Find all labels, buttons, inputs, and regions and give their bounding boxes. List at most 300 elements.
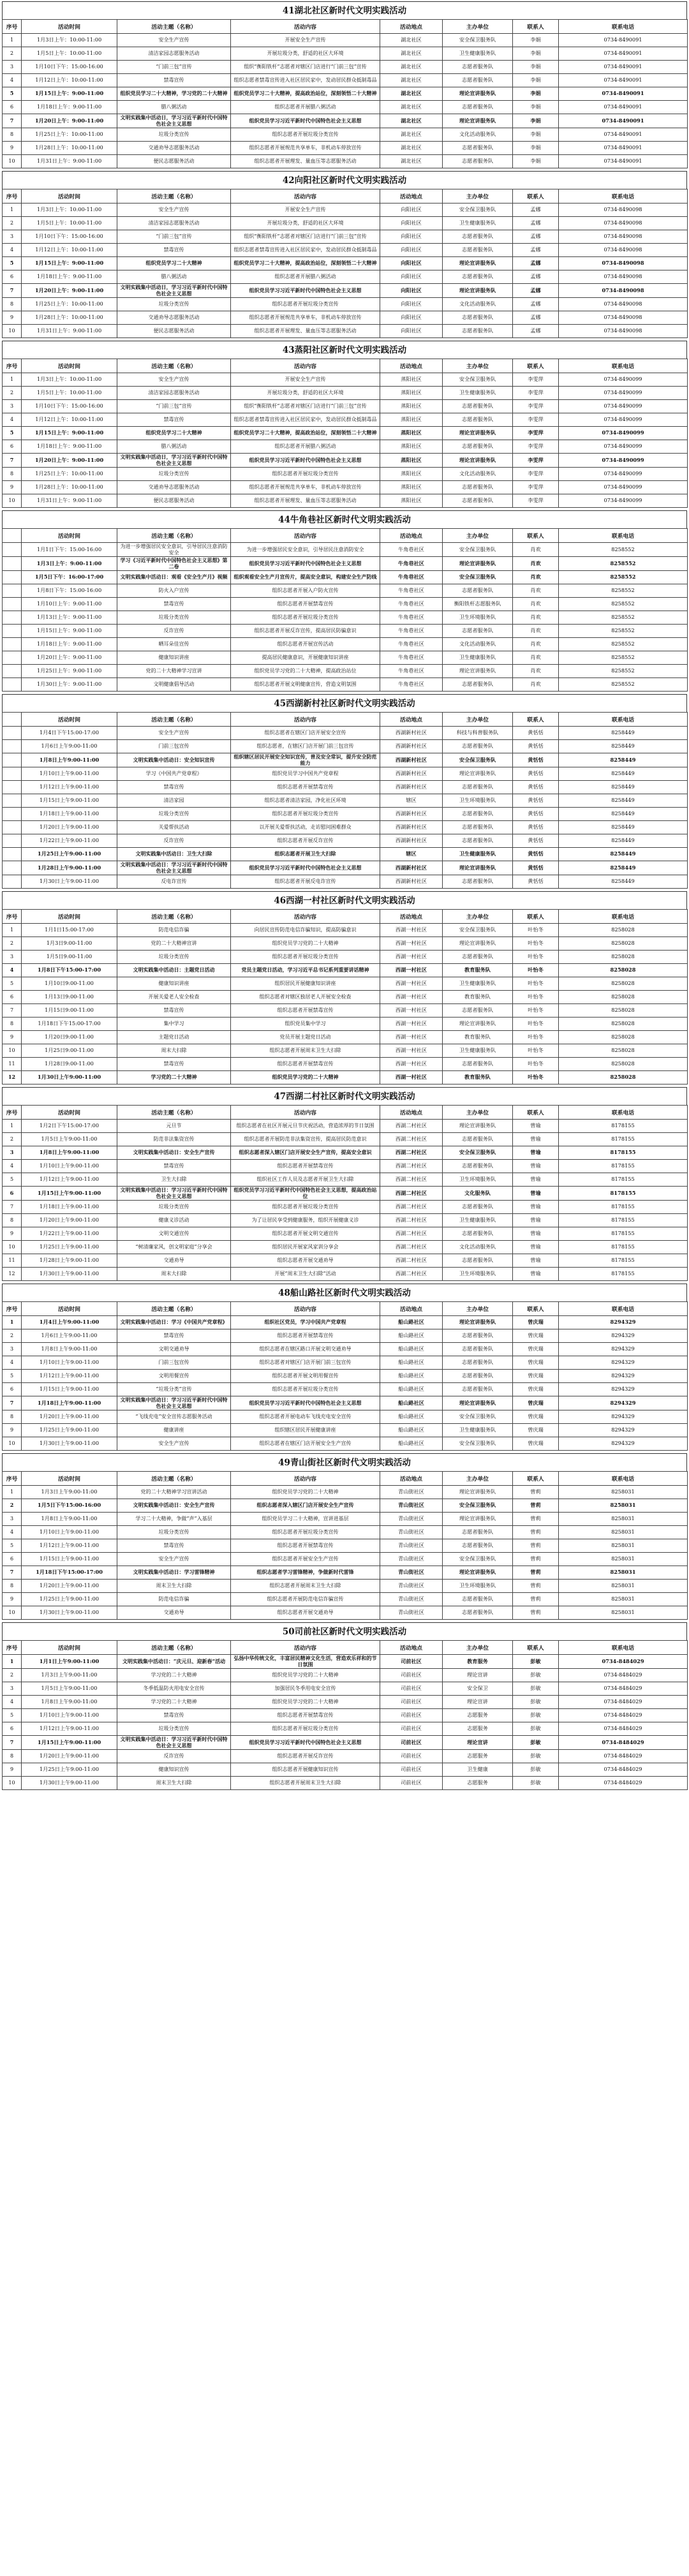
cell-time: 1月25日上午：10:00-11:00 [22, 468, 117, 481]
cell-org: 卫生健康服务队 [443, 651, 513, 665]
cell-org: 志愿者服务队 [443, 1370, 513, 1383]
column-header-place: 活动地点 [380, 359, 443, 373]
cell-phone: 8258028 [559, 1058, 688, 1071]
column-header-name: 活动主题（名称） [117, 1106, 231, 1120]
cell-content: 组织志愿者开展文明健康宣传，营造文明氛围 [231, 678, 380, 692]
cell-phone: 8258449 [559, 727, 688, 740]
table-row [3, 1669, 688, 1682]
table-row [3, 1071, 688, 1084]
cell-place: 湖北社区 [380, 101, 443, 114]
cell-seq: 8 [3, 1580, 22, 1593]
cell-content: 组织志愿者开展理发、量血压等志愿服务活动 [231, 494, 380, 508]
cell-place: 西湖一村社区 [380, 991, 443, 1004]
cell-name: 周末卫生大扫除 [117, 1777, 231, 1790]
activity-table [2, 1301, 688, 1451]
cell-person: 黄恬恬 [513, 834, 559, 848]
cell-person: 曾莉 [513, 1526, 559, 1539]
cell-content: 组织党员学习习近平新时代中国特色社会主义思想 [231, 1736, 380, 1750]
cell-name: 安全生产宣传 [117, 34, 231, 47]
cell-phone: 0734-8484029 [559, 1669, 688, 1682]
cell-org: 安全保卫服务队 [443, 373, 513, 387]
cell-org: 安全保卫 [443, 1682, 513, 1696]
cell-place: 西湖一村社区 [380, 1058, 443, 1071]
cell-phone: 0734-8490098 [559, 244, 688, 257]
column-header-org: 主办单位 [443, 359, 513, 373]
cell-phone: 0734-8490098 [559, 270, 688, 284]
cell-time: 1月13日上午：9:00-11:00 [22, 611, 117, 625]
cell-name: 安全生产宣传 [117, 727, 231, 740]
cell-name: 文明实践集中活动日：学习习近平新时代中国特色社会主义思想 [117, 1396, 231, 1410]
cell-content: 组织志愿者深入辖区门店开展安全生产宣传，提高安全意识 [231, 1146, 380, 1160]
cell-place: 向阳社区 [380, 257, 443, 270]
cell-place: 西湖二村社区 [380, 1254, 443, 1268]
cell-phone: 8258031 [559, 1499, 688, 1513]
cell-org: 科技与科普服务队 [443, 727, 513, 740]
cell-time: 1月5日上午：10:00-11:00 [22, 387, 117, 400]
cell-place: 西湖一村社区 [380, 951, 443, 964]
column-header-person: 联系人 [513, 910, 559, 924]
cell-phone: 8258552 [559, 665, 688, 678]
cell-org: 理论宣讲服务队 [443, 665, 513, 678]
cell-org: 志愿者服务队 [443, 584, 513, 598]
table-row [3, 1173, 688, 1187]
table-header-row [3, 359, 688, 373]
column-header-name: 活动主题（名称） [117, 1472, 231, 1486]
cell-content: 组织党员学习党的二十大精神 [231, 937, 380, 951]
cell-name: 交通劝导志愿服务活动 [117, 142, 231, 155]
cell-name: 门前三包宣传 [117, 1356, 231, 1370]
cell-time: 1月18日上午：9:00-11:00 [22, 101, 117, 114]
cell-phone: 8294329 [559, 1383, 688, 1396]
cell-org: 志愿者服务队 [443, 413, 513, 427]
cell-seq: 12 [3, 1071, 22, 1084]
cell-seq: 7 [3, 1004, 22, 1018]
column-header-content: 活动内容 [231, 713, 380, 727]
cell-org: 安全保卫服务队 [443, 204, 513, 217]
cell-time: 1月10日上午9:00-11:00 [22, 1709, 117, 1722]
activity-section [2, 341, 687, 508]
cell-content: 组织志愿者开展腊八粥活动 [231, 440, 380, 454]
cell-org: 志愿者服务队 [443, 1526, 513, 1539]
cell-name: “树清廉家风，创文明家庭”分享会 [117, 1241, 231, 1254]
table-row [3, 1722, 688, 1736]
cell-seq [3, 821, 22, 834]
cell-person: 李娟 [513, 128, 559, 142]
cell-phone: 0734-8484029 [559, 1777, 688, 1790]
column-header-content: 活动内容 [231, 529, 380, 543]
table-row [3, 400, 688, 413]
cell-place: 湖北社区 [380, 114, 443, 128]
cell-name: 文明实践集中活动日：安全知识宣传 [117, 753, 231, 767]
cell-person: 彭敏 [513, 1696, 559, 1709]
cell-phone: 8294329 [559, 1424, 688, 1437]
cell-time: 1月4日上午9:00-11:00 [22, 1316, 117, 1329]
cell-content: 开展垃圾分类，舒适的社区大环境 [231, 47, 380, 61]
cell-org: 志愿者服务队 [443, 244, 513, 257]
cell-time: 1月28日上午9:00-11:00 [22, 1254, 117, 1268]
cell-time: 1月20日上午：9:00-11:00 [22, 284, 117, 298]
cell-time: 1月30日上午9:00-11:00 [22, 1437, 117, 1451]
cell-org: 文化活动服务队 [443, 468, 513, 481]
cell-phone: 8294329 [559, 1370, 688, 1383]
cell-phone: 8258552 [559, 598, 688, 611]
cell-phone: 8178155 [559, 1120, 688, 1133]
table-row [3, 861, 688, 875]
cell-phone: 0734-8484029 [559, 1709, 688, 1722]
table-row [3, 1018, 688, 1031]
cell-place: 牛角巷社区 [380, 598, 443, 611]
cell-name: 学习党的二十大精神 [117, 1071, 231, 1084]
cell-name: 清洁家园 [117, 794, 231, 808]
table-row [3, 1031, 688, 1044]
activity-section [2, 510, 687, 692]
cell-time: 1月8日上午9:00-11:00 [22, 1696, 117, 1709]
cell-time: 1月5日上午：10:00-11:00 [22, 217, 117, 230]
cell-name: 禁毒宣传 [117, 598, 231, 611]
cell-time: 1月25日上午：10:00-11:00 [22, 128, 117, 142]
cell-place: 司前社区 [380, 1696, 443, 1709]
column-header-name: 活动主题（名称） [117, 189, 231, 204]
cell-name: 防范非法集资宣传 [117, 1133, 231, 1146]
cell-phone: 8258552 [559, 571, 688, 584]
cell-seq: 5 [3, 1709, 22, 1722]
cell-content: 组织党员集中学习 [231, 1018, 380, 1031]
section-title: 41湖北社区新时代文明实践活动 [2, 1, 687, 19]
cell-time: 1月28日上午：10:00-11:00 [22, 142, 117, 155]
column-header-person: 联系人 [513, 1641, 559, 1655]
table-row [3, 1486, 688, 1499]
cell-time: 1月1日15:00-17:00 [22, 924, 117, 937]
cell-place: 西湖一村社区 [380, 924, 443, 937]
cell-time: 1月4日下午15:00-17:00 [22, 727, 117, 740]
table-row [3, 74, 688, 87]
cell-content: 组织志愿者开展反诈宣传，提高居民防骗意识 [231, 625, 380, 638]
cell-content: 组织“衡阳铁杆”志愿者对辖区门店进行“门前三包”宣传 [231, 230, 380, 244]
cell-phone: 8258552 [559, 625, 688, 638]
cell-org: 教育服务队 [443, 1071, 513, 1084]
cell-content: 组织党员学习习近平新时代中国特色社会主义思想 [231, 557, 380, 571]
cell-seq: 4 [3, 413, 22, 427]
cell-content: 组织志愿者禁毒宣传进入社区居民家中，发动居民群众抵制毒品 [231, 74, 380, 87]
cell-seq: 9 [3, 1227, 22, 1241]
cell-time: 1月22日上午9:00-11:00 [22, 1227, 117, 1241]
cell-person: 曾瑜 [513, 1133, 559, 1146]
table-row [3, 1316, 688, 1329]
cell-time: 1月20日上午：9:00-11:00 [22, 454, 117, 468]
cell-name: 为进一步增强居民安全意识，引导居民注意消防安全 [117, 543, 231, 557]
cell-time: 1月28日9:00-11:00 [22, 1058, 117, 1071]
cell-place: 西湖新村社区 [380, 808, 443, 821]
activity-table [2, 909, 688, 1084]
cell-content: 组织党员学习习近平新时代中国特色社会主义思想，提高政治站位 [231, 1187, 380, 1201]
cell-content: 组织辖区居民开展健康讲座 [231, 1424, 380, 1437]
cell-org: 志愿者服务队 [443, 625, 513, 638]
cell-seq: 9 [3, 1763, 22, 1777]
cell-time: 1月5日上午9:00-11:00 [22, 1133, 117, 1146]
cell-content: 开展垃圾分类，舒适的社区大环境 [231, 387, 380, 400]
cell-place: 西湖二村社区 [380, 1214, 443, 1227]
cell-person: 肖欢 [513, 598, 559, 611]
cell-phone: 0734-8484029 [559, 1763, 688, 1777]
cell-org: 卫生健康 [443, 1763, 513, 1777]
table-row [3, 557, 688, 571]
cell-name: 学习党的二十大精神 [117, 1669, 231, 1682]
cell-name: 文明实践集中活动日：学习《中国共产党章程》 [117, 1316, 231, 1329]
cell-place: 船山路社区 [380, 1370, 443, 1383]
table-row [3, 1396, 688, 1410]
cell-time: 1月5日上午9:00-11:00 [22, 1682, 117, 1696]
cell-seq: 7 [3, 454, 22, 468]
cell-phone: 0734-8490091 [559, 47, 688, 61]
cell-place: 青山街社区 [380, 1513, 443, 1526]
cell-time: 1月13日9:00-11:00 [22, 991, 117, 1004]
cell-seq: 1 [3, 1655, 22, 1669]
cell-person: 曾莉 [513, 1539, 559, 1553]
cell-seq: 1 [3, 1120, 22, 1133]
cell-place: 蒸阳社区 [380, 454, 443, 468]
cell-org: 志愿者服务队 [443, 61, 513, 74]
cell-org: 安全保卫服务队 [443, 1499, 513, 1513]
cell-person: 李雯萍 [513, 413, 559, 427]
cell-content: 组织党员学习党的二十大精神 [231, 1696, 380, 1709]
cell-person: 肖欢 [513, 543, 559, 557]
table-row [3, 1146, 688, 1160]
cell-name: 健康知识讲座 [117, 977, 231, 991]
cell-seq: 10 [3, 494, 22, 508]
cell-place: 牛角巷社区 [380, 651, 443, 665]
cell-time: 1月30日上午9:00-11:00 [22, 1268, 117, 1281]
cell-person: 孟娜 [513, 284, 559, 298]
cell-person: 曾庆瑞 [513, 1396, 559, 1410]
table-row [3, 1241, 688, 1254]
cell-time: 1月8日上午9:00-11:00 [22, 753, 117, 767]
table-row [3, 1214, 688, 1227]
cell-phone: 8258449 [559, 753, 688, 767]
cell-person: 曾庆瑞 [513, 1437, 559, 1451]
cell-place: 牛角巷社区 [380, 638, 443, 651]
cell-org: 志愿者服务队 [443, 74, 513, 87]
cell-content: 组织党员学习二十大精神，提高政治站位，深刻领悟二十大精神 [231, 257, 380, 270]
cell-phone: 8258552 [559, 611, 688, 625]
cell-time: 1月15日上午9:00-11:00 [22, 794, 117, 808]
cell-name: 禁毒宣传 [117, 244, 231, 257]
column-header-seq [3, 713, 22, 727]
column-header-name: 活动主题（名称） [117, 529, 231, 543]
table-row [3, 298, 688, 311]
cell-place: 船山路社区 [380, 1437, 443, 1451]
activity-section [2, 1087, 687, 1281]
table-row [3, 1682, 688, 1696]
cell-org: 教育服务队 [443, 964, 513, 977]
cell-phone: 0734-8490091 [559, 74, 688, 87]
cell-seq: 2 [3, 1499, 22, 1513]
cell-seq: 8 [3, 1214, 22, 1227]
cell-place: 司前社区 [380, 1750, 443, 1763]
table-row [3, 1777, 688, 1790]
cell-org: 志愿者服务队 [443, 1160, 513, 1173]
cell-person: 叶怡冬 [513, 977, 559, 991]
cell-phone: 8294329 [559, 1343, 688, 1356]
column-header-name: 活动主题（名称） [117, 1641, 231, 1655]
cell-person: 孟娜 [513, 298, 559, 311]
cell-org: 卫生环境服务队 [443, 1173, 513, 1187]
table-row [3, 1696, 688, 1709]
cell-person: 肖欢 [513, 638, 559, 651]
column-header-seq [3, 529, 22, 543]
column-header-org: 主办单位 [443, 20, 513, 34]
cell-person: 叶怡冬 [513, 1004, 559, 1018]
cell-content: 为进一步增强居民安全意识，引导居民注意消防安全 [231, 543, 380, 557]
cell-place: 蒸阳社区 [380, 468, 443, 481]
cell-time: 1月25日上午9:00-11:00 [22, 848, 117, 861]
cell-seq [3, 794, 22, 808]
cell-content: 组织志愿者对辖区门店开展门前三包宣传 [231, 1356, 380, 1370]
cell-place: 青山街社区 [380, 1526, 443, 1539]
column-header-name: 活动主题（名称） [117, 359, 231, 373]
cell-place: 西湖新村社区 [380, 834, 443, 848]
table-row [3, 651, 688, 665]
cell-content: 组织志愿者开展禁毒宣传 [231, 1160, 380, 1173]
cell-content: 组织志愿者开展垃圾分类宣传 [231, 128, 380, 142]
cell-name: 党的二十大精神学习宣讲活动 [117, 1486, 231, 1499]
cell-content: 组织党员学习二十大精神，提高政治站位，深刻领悟二十大精神 [231, 87, 380, 101]
cell-name: 周末大扫除 [117, 1044, 231, 1058]
cell-place: 船山路社区 [380, 1343, 443, 1356]
cell-phone: 8258028 [559, 964, 688, 977]
cell-time: 1月30日上午9:00-11:00 [22, 1606, 117, 1620]
cell-place: 牛角巷社区 [380, 543, 443, 557]
column-header-org: 主办单位 [443, 1106, 513, 1120]
cell-content: 开展“周末卫生大扫除”活动 [231, 1268, 380, 1281]
cell-content: 组织党员学习二十大精神，提高政治站位，深刻领悟二十大精神 [231, 427, 380, 440]
cell-content: 组织党员学习习近平新时代中国特色社会主义思想 [231, 1396, 380, 1410]
cell-org: 志愿服务 [443, 1709, 513, 1722]
cell-name: 反诈宣传 [117, 1750, 231, 1763]
cell-org: 志愿者服务队 [443, 494, 513, 508]
table-row [3, 1254, 688, 1268]
cell-time: 1月15日上午9:00-11:00 [22, 1187, 117, 1201]
cell-time: 1月18日上午：9:00-11:00 [22, 270, 117, 284]
table-row [3, 781, 688, 794]
column-header-place: 活动地点 [380, 529, 443, 543]
cell-name: 文明交通劝导 [117, 1343, 231, 1356]
cell-seq: 5 [3, 1173, 22, 1187]
cell-time: 1月12日上午：10:00-11:00 [22, 74, 117, 87]
cell-content: 党员主题党日活动，学习习近平总书记系列重要讲话精神 [231, 964, 380, 977]
column-header-place: 活动地点 [380, 1302, 443, 1316]
cell-time: 1月15日上午：9:00-11:00 [22, 257, 117, 270]
cell-person: 黄恬恬 [513, 727, 559, 740]
cell-content: 组织志愿者开展周末卫生大扫除 [231, 1777, 380, 1790]
cell-name: 学习《习近平新时代中国特色社会主义思想》第二卷 [117, 557, 231, 571]
cell-person: 李娟 [513, 34, 559, 47]
cell-place: 青山街社区 [380, 1606, 443, 1620]
cell-place: 西湖新村社区 [380, 727, 443, 740]
cell-phone: 0734-8490099 [559, 373, 688, 387]
cell-time: 1月30日上午：9:00-11:00 [22, 678, 117, 692]
column-header-seq: 序号 [3, 1641, 22, 1655]
cell-phone: 8258028 [559, 977, 688, 991]
cell-name: 垃圾分类宣传 [117, 468, 231, 481]
cell-phone: 8294329 [559, 1410, 688, 1424]
cell-name: 禁毒宣传 [117, 1539, 231, 1553]
cell-phone: 0734-8484029 [559, 1750, 688, 1763]
cell-person: 曾瑜 [513, 1120, 559, 1133]
table-row [3, 1499, 688, 1513]
cell-phone: 0734-8490099 [559, 413, 688, 427]
cell-phone: 8258449 [559, 861, 688, 875]
cell-place: 湖北社区 [380, 34, 443, 47]
cell-org: 志愿者服务队 [443, 1201, 513, 1214]
cell-time: 1月18日上午：9:00-11:00 [22, 440, 117, 454]
table-row [3, 740, 688, 753]
cell-time: 1月20日上午9:00-11:00 [22, 1750, 117, 1763]
cell-name: 垃圾分类宣传 [117, 611, 231, 625]
cell-content: 组织志愿者开展垃圾分类宣传 [231, 1383, 380, 1396]
cell-seq: 6 [3, 101, 22, 114]
cell-time: 1月31日上午：9:00-11:00 [22, 494, 117, 508]
cell-seq: 2 [3, 1133, 22, 1146]
cell-phone: 8258449 [559, 781, 688, 794]
table-row [3, 937, 688, 951]
cell-seq: 6 [3, 1187, 22, 1201]
column-header-place: 活动地点 [380, 189, 443, 204]
cell-org: 卫生健康服务队 [443, 387, 513, 400]
cell-org: 志愿者服务队 [443, 155, 513, 168]
cell-person: 黄恬恬 [513, 861, 559, 875]
cell-org: 志愿者服务队 [443, 101, 513, 114]
cell-phone: 0734-8490099 [559, 427, 688, 440]
column-header-org: 主办单位 [443, 189, 513, 204]
cell-content: 组织志愿者开展规范共享单车，非机动车停放宣传 [231, 311, 380, 325]
cell-phone: 8258031 [559, 1593, 688, 1606]
cell-seq: 4 [3, 244, 22, 257]
cell-person: 叶怡冬 [513, 1044, 559, 1058]
column-header-seq: 序号 [3, 20, 22, 34]
cell-phone: 0734-8490091 [559, 61, 688, 74]
cell-seq [3, 767, 22, 781]
cell-time: 1月12日上午9:00-11:00 [22, 1370, 117, 1383]
cell-seq: 1 [3, 924, 22, 937]
cell-org: 志愿者服务队 [443, 1356, 513, 1370]
table-row [3, 727, 688, 740]
cell-person: 曾庆瑞 [513, 1343, 559, 1356]
cell-content: 组织志愿者开展垃圾分类宣传 [231, 1722, 380, 1736]
cell-phone: 8258028 [559, 1018, 688, 1031]
activity-table [2, 1471, 688, 1620]
cell-seq: 7 [3, 1736, 22, 1750]
column-header-name: 活动主题（名称） [117, 1302, 231, 1316]
cell-phone: 0734-8484029 [559, 1736, 688, 1750]
cell-content: 组织志愿者开展禁毒宣传 [231, 781, 380, 794]
cell-time: 1月20日上午9:00-11:00 [22, 1214, 117, 1227]
cell-org: 志愿者服务队 [443, 400, 513, 413]
cell-content: 组织志愿者开展周末卫生大扫除 [231, 1044, 380, 1058]
cell-name: 元旦节 [117, 1120, 231, 1133]
column-header-seq: 序号 [3, 910, 22, 924]
column-header-phone: 联系电话 [559, 529, 688, 543]
cell-phone: 0734-8490098 [559, 298, 688, 311]
cell-time: 1月10日下午：15:00-16:00 [22, 400, 117, 413]
cell-seq [3, 834, 22, 848]
cell-time: 1月25日上午9:00-11:00 [22, 1763, 117, 1777]
table-row [3, 387, 688, 400]
cell-person: 孟娜 [513, 244, 559, 257]
cell-content: 组织志愿者开展垃圾分类宣传 [231, 808, 380, 821]
cell-phone: 0734-8490098 [559, 257, 688, 270]
cell-content: 组织志愿者禁毒宣传进入社区居民家中，发动居民群众抵制毒品 [231, 413, 380, 427]
cell-seq: 3 [3, 1146, 22, 1160]
